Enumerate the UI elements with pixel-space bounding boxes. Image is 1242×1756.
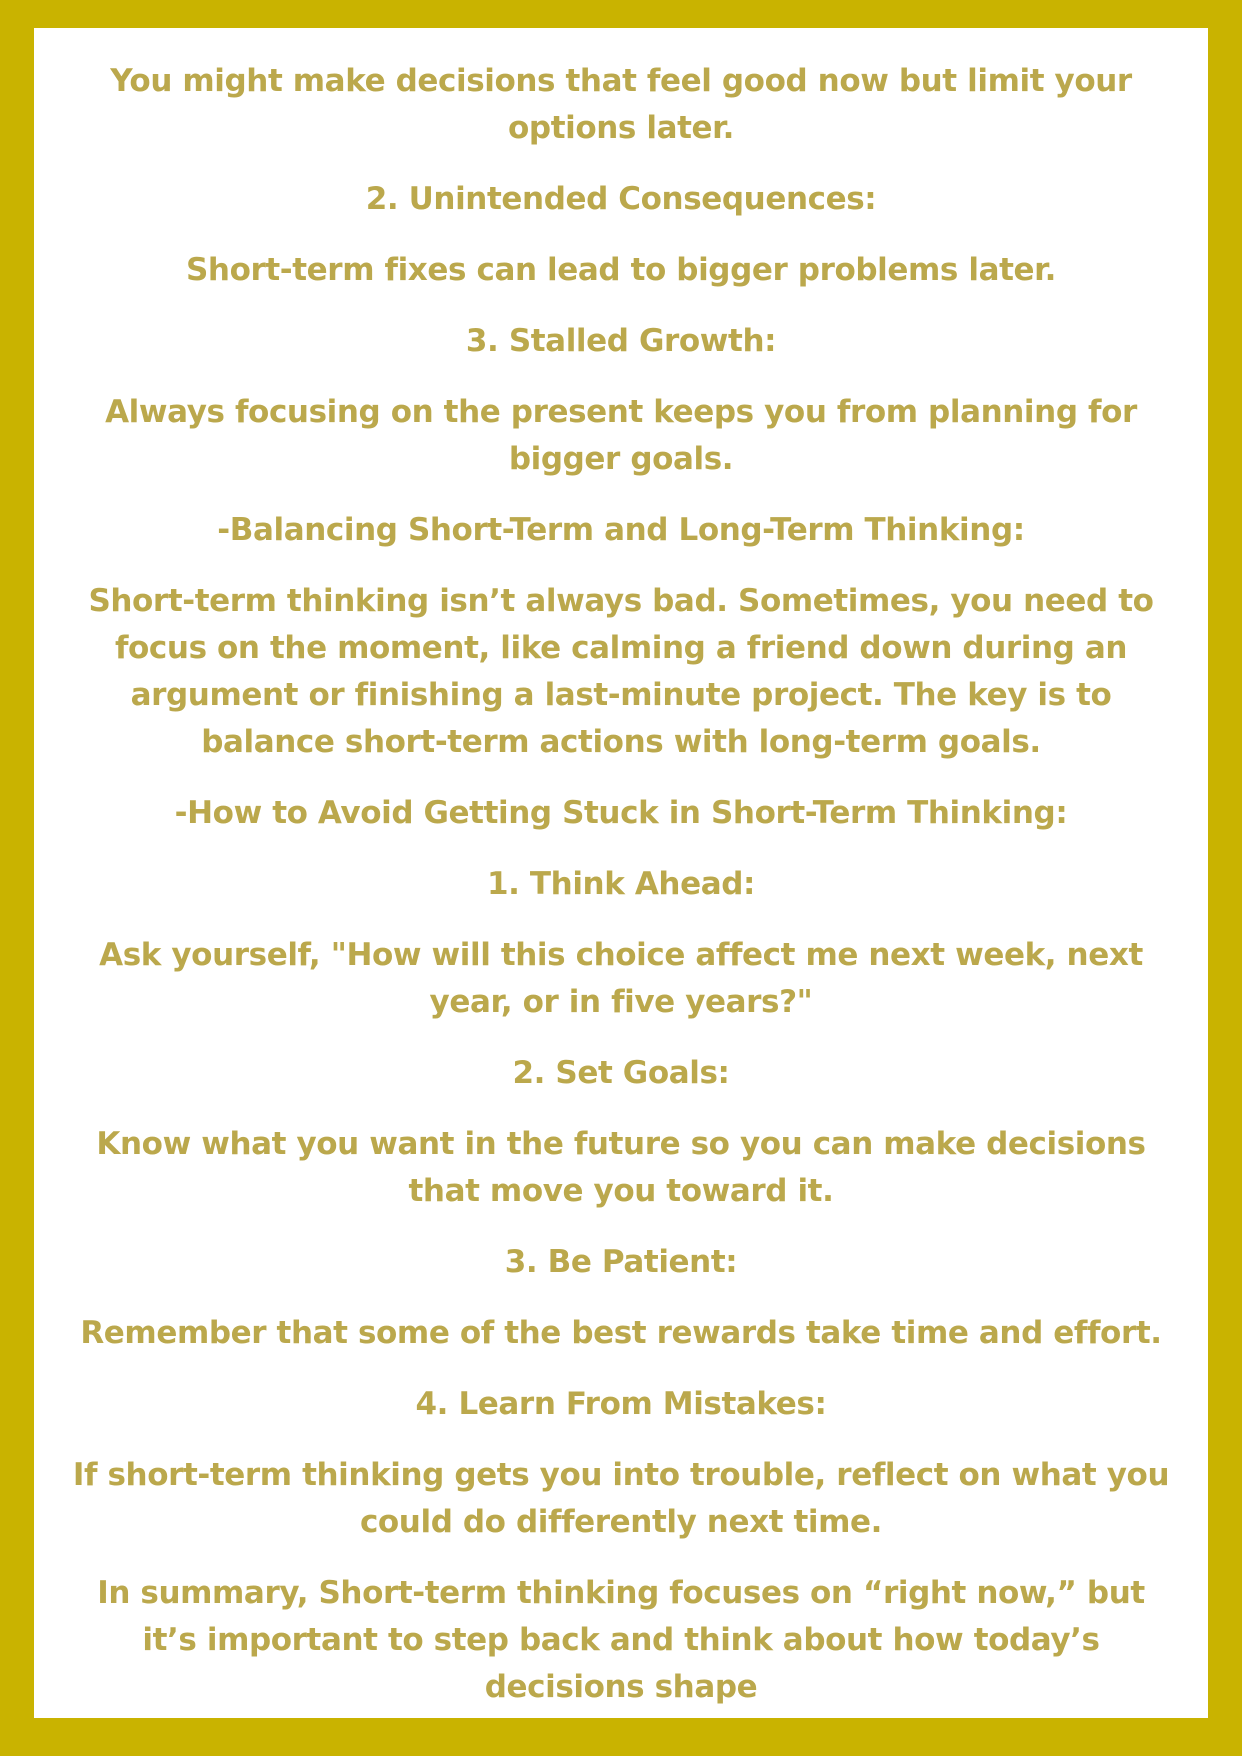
heading-set-goals: 2. Set Goals:	[512, 1055, 730, 1091]
paragraph-summary: In summary, Short-term thinking focuses on “right now,” but it’s important to step back and think about how today’s decisions shape	[97, 1575, 1145, 1705]
paragraph-be-patient: Remember that some of the best rewards take time and effort.	[80, 1315, 1162, 1351]
paragraph-short-term-fixes: Short-term fixes can lead to bigger problems later.	[186, 252, 1056, 288]
heading-stalled-growth: 3. Stalled Growth:	[465, 323, 777, 359]
paragraph-think-ahead: Ask yourself, "How will this choice affect me next week, next year, or in five years?"	[99, 937, 1143, 1020]
paragraph-balancing: Short-term thinking isn’t always bad. Sometimes, you need to focus on the moment, like calming a friend down during an argument or finishing a last-minute project. The key is to balance short-term actions with long-term goals.	[88, 583, 1154, 760]
paragraph-focusing-present: Always focusing on the present keeps you from planning for bigger goals.	[105, 394, 1137, 477]
heading-balancing: -Balancing Short-Term and Long-Term Thinking:	[217, 512, 1025, 548]
heading-unintended-consequences: 2. Unintended Consequences:	[365, 181, 877, 217]
paragraph-learn-from-mistakes: If short-term thinking gets you into trouble, reflect on what you could do differently next time.	[72, 1457, 1170, 1540]
document-body	[34, 58, 1208, 1718]
heading-how-to-avoid: -How to Avoid Getting Stuck in Short-Term Thinking:	[174, 795, 1068, 831]
paragraph-set-goals: Know what you want in the future so you can make decisions that move you toward it.	[96, 1126, 1146, 1209]
heading-be-patient: 3. Be Patient:	[504, 1244, 738, 1280]
page-frame	[34, 28, 1208, 1718]
heading-learn-from-mistakes: 4. Learn From Mistakes:	[415, 1386, 827, 1422]
paragraph-limit-options: You might make decisions that feel good now but limit your options later.	[110, 63, 1132, 146]
heading-think-ahead: 1. Think Ahead:	[486, 866, 756, 902]
